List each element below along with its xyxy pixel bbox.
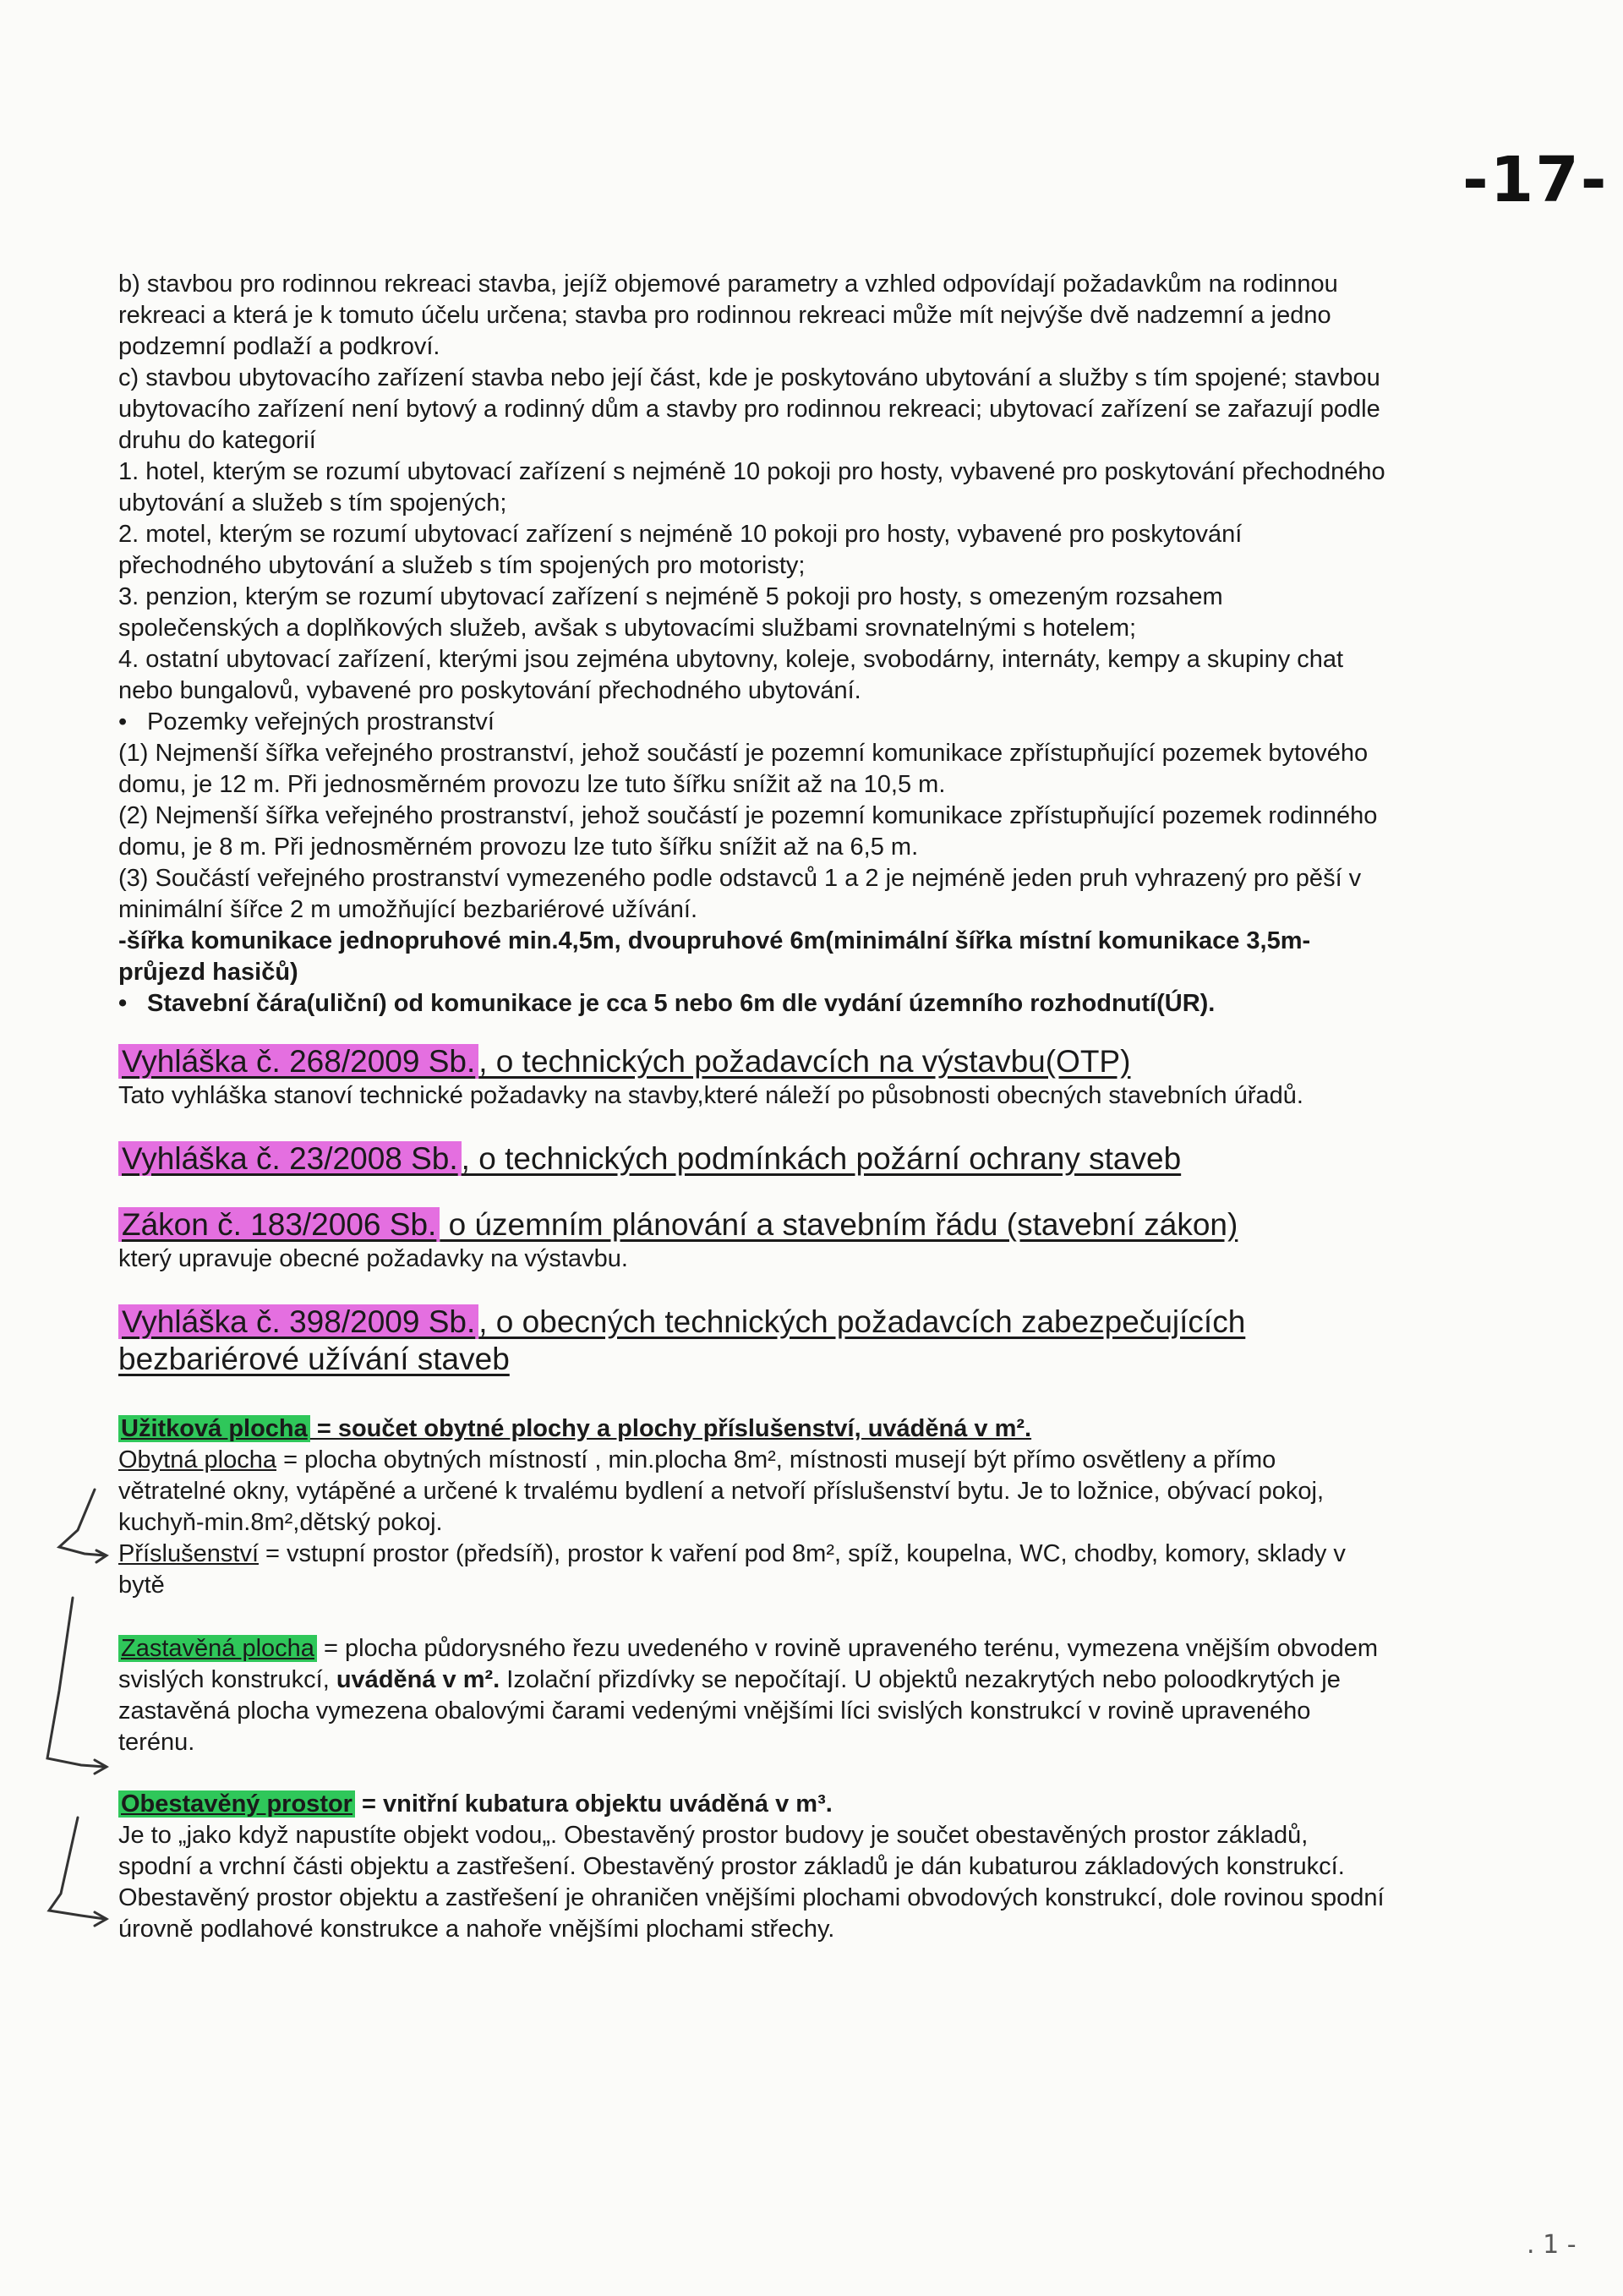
law-23-2008 [118, 1140, 1386, 1178]
bullet-stavebni-cara-text: Stavební čára(uliční) od komunikace je cca 5 nebo 6m dle vydání územního rozhodnutí(ÚR). [147, 990, 1216, 1017]
paragraph-c: c) stavbou ubytovacího zařízení stavba nebo její část, kde je poskytováno ubytování a služby s tím spojené; stavbou ubytovacího zařízení není bytový a rodinný dům a stavby pro rodinnou rekreaci; ubytovací zařízení se zařazují podle druhu do kategorií [118, 364, 1380, 454]
obytna-plocha [118, 1445, 1386, 1539]
paragraph-penzion: 3. penzion, kterým se rozumí ubytovací zařízení s nejméně 5 pokoji pro hosty, s omezeným rozsahem společenských a doplňkových služeb, avšak s ubytovacími službami srovnatelnými s hotelem; [118, 583, 1223, 642]
bullet-stavebni-cara [118, 988, 1386, 1020]
sirka-komunikace-note: -šířka komunikace jednopruhové min.4,5m, dvoupruhové 6m(minimální šířka místní komunikace 3,5m-průjezd hasičů) [118, 927, 1311, 986]
law-heading [118, 1206, 1386, 1244]
law-183-2006 [118, 1206, 1386, 1275]
obestaveny-definition [118, 1789, 1386, 1820]
zastavena-plocha-section [118, 1633, 1386, 1758]
law-description: Tato vyhláška stanoví technické požadavky na stavby,které náleží po působnosti obecných stavebních úřadů. [118, 1082, 1303, 1109]
bullet-pozemky-text: Pozemky veřejných prostranství [147, 708, 495, 735]
paragraph-hotel: 1. hotel, kterým se rozumí ubytovací zařízení s nejméně 10 pokoji pro hosty, vybavené pro poskytování přechodného ubytování a služeb s tím spojených; [118, 458, 1385, 517]
law-number-highlight: Vyhláška č. 398/2009 Sb. [118, 1304, 478, 1339]
zastavena-text-post: Izolační přizdívky se nepočítají. U objektů nezakrytých nebo poloodkrytých je zastavěná plocha vymezena obalovými čarami vedenými vnějšími líci svislých konstrukcí v rovině upraveného terénu. [118, 1666, 1341, 1756]
obestaveny-text: Je to „jako když napustíte objekt vodou„. Obestavěný prostor budovy je součet obestavěných prostor základů, spodní a vrchní části objektu a zastřešení. Obestavěný prostor základů je dán kubaturou základových konstrukcí. Obestavěný prostor objektu a zastřešení je ohraničen vnějšími plochami obvodových konstrukcí, dole rovinou spodní úrovně podlahové konstrukce a nahoře vnějšími plochami střechy. [118, 1822, 1385, 1943]
intro-section [118, 269, 1386, 707]
zastavena-definition [118, 1633, 1386, 1758]
pozemky-paragraph-1: (1) Nejmenší šířka veřejného prostranství, jehož součástí je pozemní komunikace zpřístupňující pozemek bytového domu, je 12 m. Při jednosměrném provozu lze tuto šířku snížit až na 10,5 m. [118, 740, 1369, 798]
law-title: , o technických požadavcích na výstavbu(OTP) [478, 1044, 1131, 1079]
uzitkova-definition [118, 1413, 1386, 1445]
obestaveny-term: Obestavěný prostor [118, 1790, 355, 1818]
bullet-dot: • [118, 708, 128, 735]
zastavena-text-pre: = plocha půdorysného řezu uvedeného v rovině upraveného terénu, vymezena vnějším obvodem svislých konstrukcí, [118, 1635, 1378, 1693]
law-heading [118, 1140, 1386, 1178]
footer-mark: . 1 - [1527, 2230, 1577, 2260]
prislusenstvi [118, 1539, 1386, 1601]
zastavena-unit: uváděná v m². [336, 1666, 500, 1693]
law-number-highlight: Vyhláška č. 23/2008 Sb. [118, 1141, 462, 1176]
prislusenstvi-text: = vstupní prostor (předsíň), prostor k vaření pod 8m², spíž, koupelna, WC, chodby, komory, sklady v bytě [118, 1540, 1346, 1599]
obytna-term: Obytná plocha [118, 1446, 277, 1473]
law-398-2009 [118, 1304, 1386, 1378]
zastavena-term: Zastavěná plocha [118, 1635, 317, 1662]
law-heading [118, 1304, 1386, 1378]
law-heading [118, 1043, 1386, 1080]
document-body [118, 269, 1386, 1945]
law-268-2009 [118, 1043, 1386, 1112]
obestaveny-def: = vnitřní kubatura objektu uváděná v m³. [354, 1790, 833, 1818]
obytna-text: = plocha obytných místností , min.plocha 8m², místnosti musejí být přímo osvětleny a přímo větratelné okny, vytápěné a určené k trvalému bydlení a netvoří příslušenství bytu. Je to ložnice, obývací pokoj, kuchyň-min.8m²,dětský pokoj. [118, 1446, 1325, 1536]
page-number: -17- [1462, 144, 1609, 216]
uzitkova-plocha-section [118, 1413, 1386, 1601]
pozemky-paragraph-2: (2) Nejmenší šířka veřejného prostranství, jehož součástí je pozemní komunikace zpřístupňující pozemek rodinného domu, je 8 m. Při jednosměrném provozu lze tuto šířku snížit až na 6,5 m. [118, 802, 1378, 861]
obestaveny-prostor-section [118, 1789, 1386, 1945]
law-number-highlight: Vyhláška č. 268/2009 Sb. [118, 1044, 478, 1079]
uzitkova-term: Užitková plocha [118, 1415, 310, 1442]
law-title: , o obecných technických požadavcích zabezpečujících bezbariérové užívání staveb [118, 1304, 1246, 1376]
law-description: který upravuje obecné požadavky na výstavbu. [118, 1245, 628, 1272]
paragraph-ostatni: 4. ostatní ubytovací zařízení, kterými jsou zejména ubytovny, koleje, svobodárny, internáty, kempy a skupiny chat nebo bungalovů, vybavené pro poskytování přechodného ubytování. [118, 646, 1344, 704]
pozemky-paragraph-3: (3) Součástí veřejného prostranství vymezeného podle odstavců 1 a 2 je nejméně jeden pruh vyhrazený pro pěší v minimální šířce 2 m umožňující bezbariérové užívání. [118, 865, 1362, 923]
prislusenstvi-term: Příslušenství [118, 1540, 259, 1567]
law-number-highlight: Zákon č. 183/2006 Sb. [118, 1207, 440, 1242]
bullet-pozemky [118, 707, 1386, 738]
law-title: o územním plánování a stavebním řádu (stavební zákon) [440, 1207, 1238, 1242]
uzitkova-def: = součet obytné plochy a plochy příslušenství, uváděná v m². [309, 1415, 1032, 1442]
bullet-dot: • [118, 990, 128, 1017]
law-title: , o technických podmínkách požární ochrany staveb [461, 1141, 1182, 1176]
paragraph-motel: 2. motel, kterým se rozumí ubytovací zařízení s nejméně 10 pokoji pro hosty, vybavené pro poskytování přechodného ubytování a služeb s tím spojených pro motoristy; [118, 521, 1243, 579]
paragraph-b: b) stavbou pro rodinnou rekreaci stavba, jejíž objemové parametry a vzhled odpovídají požadavkům na rodinnou rekreaci a která je k tomuto účelu určena; stavba pro rodinnou rekreaci může mít nejvýše dvě nadzemní a jedno podzemní podlaží a podkroví. [118, 271, 1338, 360]
